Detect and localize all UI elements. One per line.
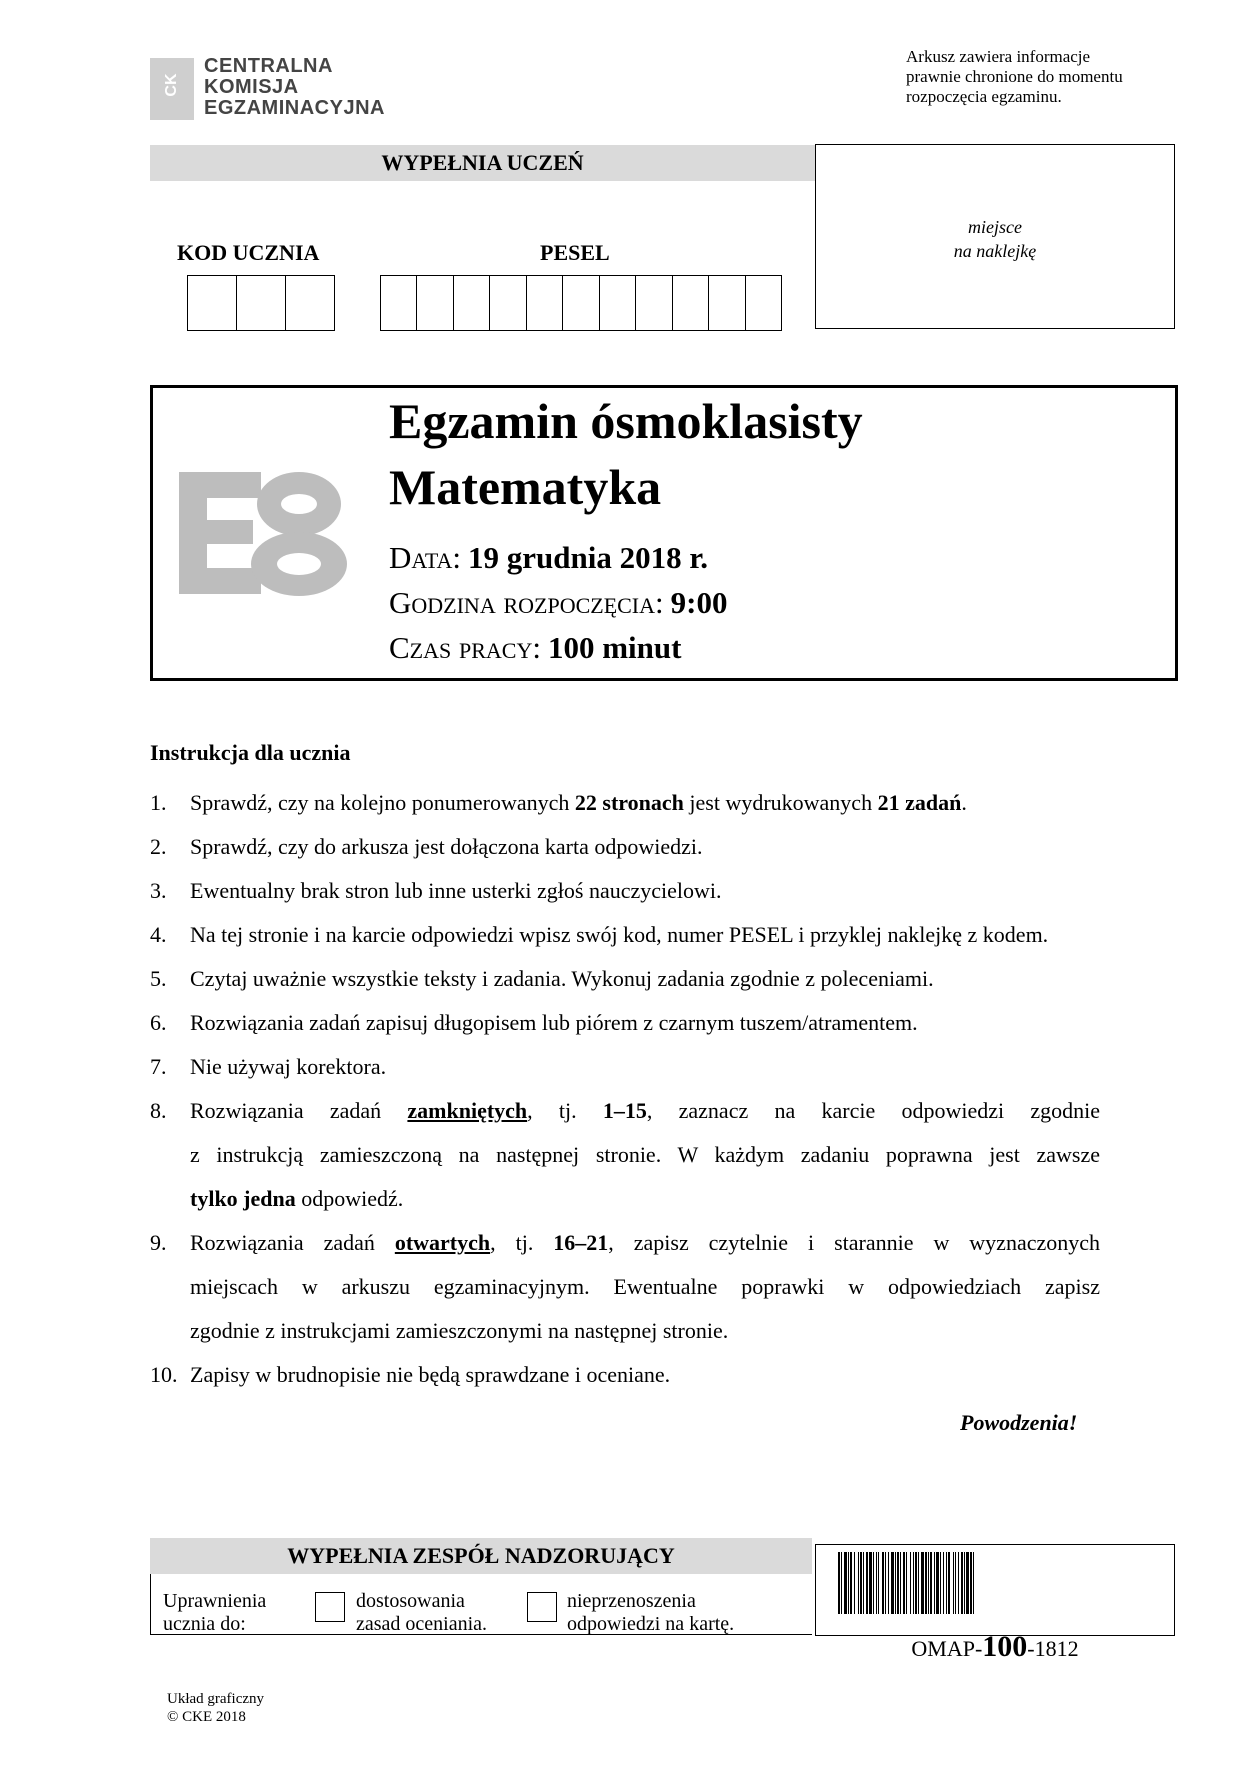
barcode-bar	[848, 1552, 849, 1614]
rights-label: Uprawnienia ucznia do:	[163, 1590, 267, 1635]
list-item: 2. Sprawdź, czy do arkusza jest dołączona karta odpowiedzi.	[150, 834, 703, 859]
barcode	[838, 1552, 1153, 1619]
barcode-bar	[878, 1552, 879, 1614]
exam-duration: Czas pracy: 100 minut	[389, 630, 682, 665]
barcode-bar	[863, 1552, 864, 1614]
barcode-bar	[921, 1552, 924, 1614]
list-item: 3. Ewentualny brak stron lub inne usterki zgłoś nauczycielowi.	[150, 878, 722, 903]
barcode-bar	[882, 1552, 884, 1614]
barcode-bar	[895, 1552, 896, 1614]
student-fill-header: WYPEŁNIA UCZEŃ	[150, 145, 815, 181]
barcode-bar	[854, 1552, 855, 1614]
supervisor-header: WYPEŁNIA ZESPÓŁ NADZORUJĄCY	[150, 1538, 812, 1574]
barcode-bar	[936, 1552, 939, 1614]
list-item-continuation: tylko jedna odpowiedź.	[190, 1186, 404, 1211]
barcode-bar	[953, 1552, 954, 1614]
list-item: 1. Sprawdź, czy na kolejno ponumerowanych 22 stronach jest wydrukowanych 21 zadań.	[150, 790, 967, 815]
barcode-bar	[930, 1552, 932, 1614]
barcode-bar	[948, 1552, 950, 1614]
accommodation-checkbox[interactable]	[315, 1592, 345, 1622]
exam-title: Egzamin ósmoklasisty	[389, 393, 863, 449]
barcode-bar	[946, 1552, 947, 1614]
list-item: 10. Zapisy w brudnopisie nie będą sprawdzane i oceniane.	[150, 1362, 671, 1387]
barcode-bar	[918, 1552, 919, 1614]
barcode-bar	[897, 1552, 899, 1614]
accommodation-label: dostosowania zasad oceniania.	[356, 1590, 488, 1635]
barcode-bar	[910, 1552, 911, 1614]
barcode-bar	[934, 1552, 935, 1614]
barcode-bar	[940, 1552, 941, 1614]
barcode-bar	[964, 1552, 965, 1614]
list-item: 4. Na tej stronie i na karcie odpowiedzi wpisz swój kod, numer PESEL i przyklej naklejkę z kodem.	[150, 922, 1049, 947]
list-item: 9. Rozwiązania zadań otwartych, tj. 16–21, zapisz czytelnie i starannie w wyznaczonych	[150, 1230, 1100, 1255]
barcode-bar	[885, 1552, 886, 1614]
exam-subject: Matematyka	[389, 459, 662, 515]
list-item: 6. Rozwiązania zadań zapisuj długopisem lub piórem z czarnym tuszem/atramentem.	[150, 1010, 918, 1035]
barcode-bar	[943, 1552, 944, 1614]
pesel-label: PESEL	[540, 240, 610, 265]
barcode-bar	[838, 1552, 840, 1614]
barcode-bar	[866, 1552, 868, 1614]
barcode-bar	[903, 1552, 905, 1614]
exam-start-time: Godzina rozpoczęcia: 9:00	[389, 585, 728, 620]
footer: Układ graficzny © CKE 2018	[167, 1691, 265, 1725]
barcode-bar	[858, 1552, 859, 1614]
barcode-bar	[850, 1552, 852, 1614]
closing-wish: Powodzenia!	[960, 1410, 1078, 1435]
no-transfer-checkbox[interactable]	[527, 1592, 557, 1622]
student-code-field[interactable]	[187, 275, 335, 331]
no-transfer-label: nieprzenoszenia odpowiedzi na kartę.	[567, 1590, 735, 1635]
barcode-bar	[906, 1552, 907, 1614]
student-code-label: KOD UCZNIA	[177, 240, 320, 265]
cke-logo-mark: CK	[150, 58, 194, 120]
instructions-list	[150, 790, 1180, 1406]
barcode-bar	[915, 1552, 917, 1614]
barcode-bar	[955, 1552, 956, 1614]
legal-notice: Arkusz zawiera informacje prawnie chronione do momentu rozpoczęcia egzaminu.	[906, 47, 1123, 106]
list-item: 7. Nie używaj korektora.	[150, 1054, 387, 1079]
barcode-bar	[925, 1552, 927, 1614]
barcode-bar	[841, 1552, 842, 1614]
pesel-field[interactable]	[380, 275, 782, 331]
barcode-bar	[973, 1552, 974, 1614]
list-item-continuation: z instrukcją zamieszczoną na następnej stronie. W każdym zadaniu poprawna jest zawsze	[190, 1142, 1100, 1167]
barcode-bar	[966, 1552, 969, 1614]
barcode-bar	[860, 1552, 862, 1614]
barcode-bar	[928, 1552, 929, 1614]
barcode-bar	[888, 1552, 889, 1614]
barcode-bar	[913, 1552, 914, 1614]
barcode-bar	[844, 1552, 847, 1614]
barcode-bar	[970, 1552, 972, 1614]
exam-code: OMAP-100-1812	[911, 1630, 1079, 1663]
barcode-bar	[891, 1552, 894, 1614]
barcode-bar	[873, 1552, 874, 1614]
barcode-bar	[961, 1552, 963, 1614]
e8-logo	[175, 468, 355, 603]
list-item: 5. Czytaj uważnie wszystkie teksty i zadania. Wykonuj zadania zgodnie z poleceniami.	[150, 966, 934, 991]
barcode-bar	[958, 1552, 959, 1614]
list-item-continuation: zgodnie z instrukcjami zamieszczonymi na następnej stronie.	[190, 1318, 729, 1343]
sticker-area: miejsce na naklejkę	[815, 144, 1175, 329]
barcode-bar	[876, 1552, 877, 1614]
cke-logo-text: CENTRALNA KOMISJA EGZAMINACYJNA	[204, 55, 385, 119]
exam-date: Data: 19 grudnia 2018 r.	[389, 540, 709, 575]
list-item-continuation: miejscach w arkuszu egzaminacyjnym. Ewentualne poprawki w odpowiedziach zapisz	[190, 1274, 1100, 1299]
barcode-bar	[869, 1552, 872, 1614]
list-item: 8. Rozwiązania zadań zamkniętych, tj. 1–15, zaznacz na karcie odpowiedzi zgodnie	[150, 1098, 1100, 1123]
barcode-bar	[900, 1552, 901, 1614]
instructions-heading: Instrukcja dla ucznia	[150, 740, 351, 765]
